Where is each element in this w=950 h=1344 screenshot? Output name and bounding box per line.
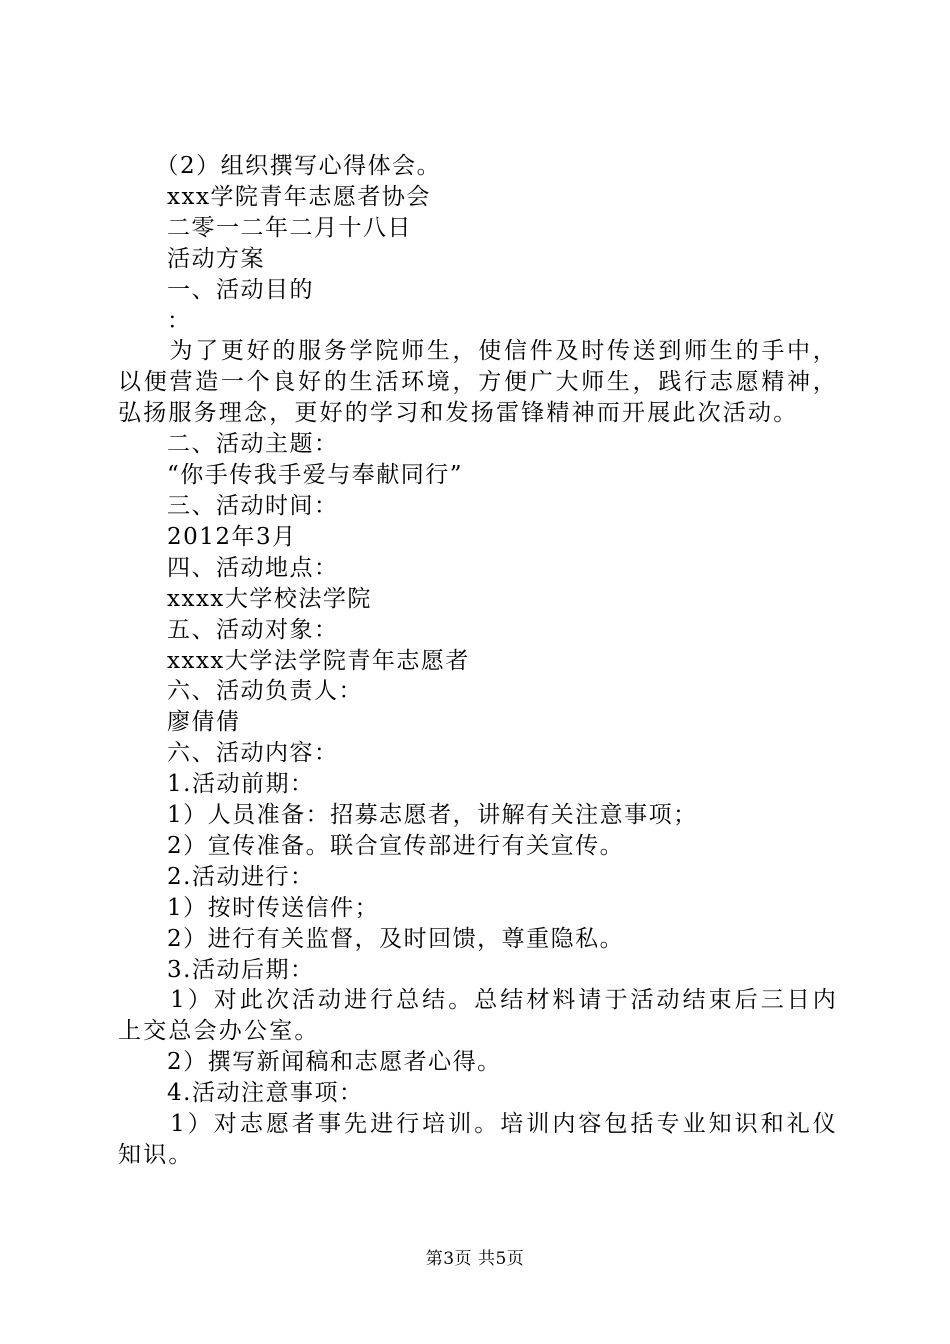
- text-line: 2.活动进行：: [118, 863, 315, 890]
- text-line: 1）按时传送信件；: [118, 894, 380, 921]
- text-line: 3.活动后期：: [118, 956, 315, 983]
- section-heading: 六、活动内容：: [118, 740, 339, 767]
- text-line: xxx学院青年志愿者协会: [118, 183, 431, 210]
- text-line: 2）进行有关监督，及时回馈，尊重隐私。: [118, 925, 625, 952]
- text-line: “你手传我手爱与奉献同行”: [118, 462, 464, 489]
- section-heading: 三、活动时间：: [118, 492, 339, 519]
- section-heading: 六、活动负责人：: [118, 678, 363, 705]
- text-line: （2）组织撰写心得体会。: [118, 153, 442, 179]
- text-line: xxxx大学校法学院: [118, 585, 372, 612]
- section-heading: 四、活动地点：: [118, 554, 339, 581]
- section-heading: 五、活动对象：: [118, 616, 339, 643]
- text-line: 1.活动前期：: [118, 771, 315, 798]
- text-line: 2）宣传准备。联合宣传部进行有关宣传。: [118, 832, 625, 859]
- paragraph: 1）对志愿者事先进行培训。培训内容包括专业知识和礼仪知识。: [118, 1111, 838, 1168]
- document-body: [118, 151, 838, 1171]
- section-heading: 活动方案: [118, 245, 265, 272]
- text-line: 2）撰写新闻稿和志愿者心得。: [118, 1049, 502, 1076]
- text-line: 2012年3月: [118, 523, 297, 550]
- text-line: 4.活动注意事项：: [118, 1080, 364, 1107]
- section-heading: 二、活动主题：: [118, 431, 339, 458]
- page-number-footer: 第3页 共5页: [425, 1249, 525, 1269]
- text-line: xxxx大学法学院青年志愿者: [118, 647, 470, 674]
- paragraph: 1）对此次活动进行总结。总结材料请于活动结束后三日内上交总会办公室。: [118, 987, 838, 1045]
- paragraph: 为了更好的服务学院师生，使信件及时传送到师生的手中，以便营造一个良好的生活环境，方便广大师生，践行志愿精神，弘扬服务理念，更好的学习和发扬雷锋精神而开展此次活动。: [118, 338, 838, 427]
- text-line: 二零一二年二月十八日: [118, 214, 412, 241]
- section-heading: 一、活动目的: [118, 276, 314, 303]
- text-line: 廖倩倩: [118, 709, 241, 736]
- text-line: ：: [118, 307, 192, 334]
- text-line: 1）人员准备：招募志愿者，讲解有关注意事项；: [118, 802, 698, 829]
